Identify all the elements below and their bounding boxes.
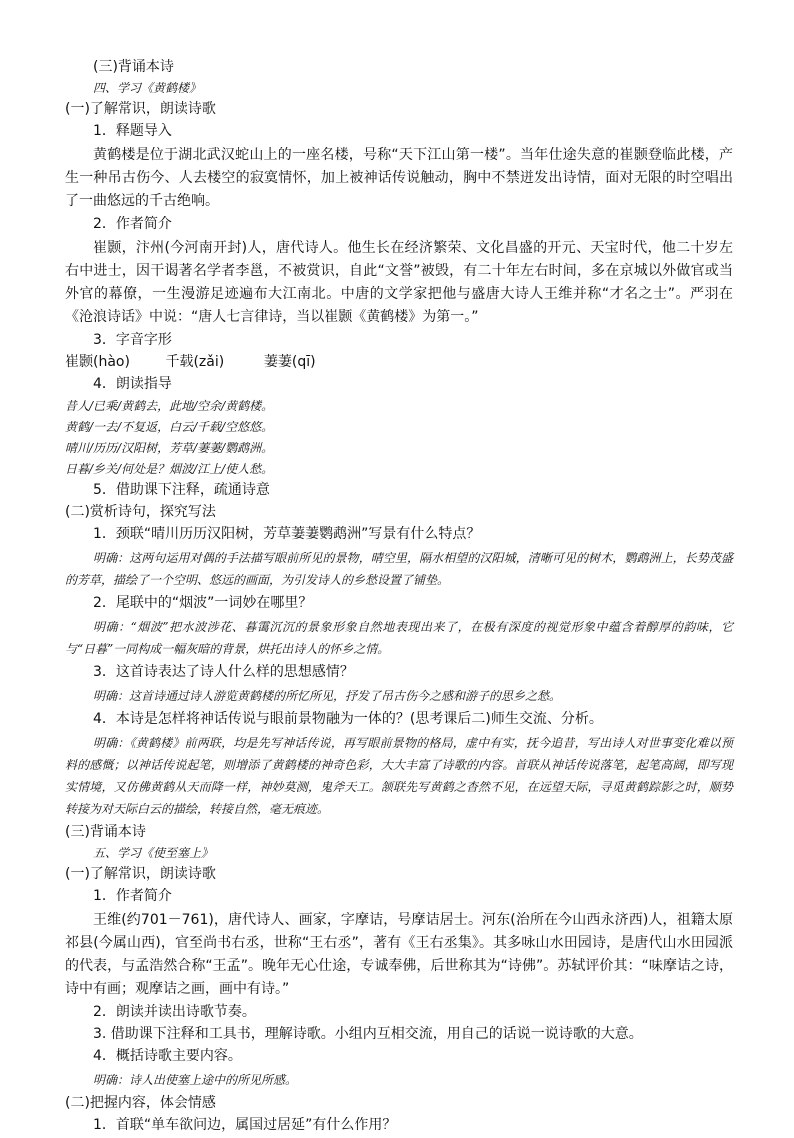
item-heading: 4．概括诗歌主要内容。 — [93, 1048, 242, 1064]
word-list — [65, 353, 733, 372]
word: 千载(zǎi) — [165, 354, 225, 370]
answer: 明确：《黄鹤楼》前两联，均是先写神话传说，再写眼前景物的格局，虚中有实，抚今追昔，写出诗人对世事变化难以预料的感慨；以神话传说起笔，则增添了黄鹤楼的神奇色彩，大大丰富了诗歌的内容。首联从神话传说落笔，起笔高阔，即写现实情境，又仿佛黄鹤从天而降一样，神妙莫测，鬼斧天工。颔联先写黄鹤之杳然不见，在远望天际，寻觅黄鹤踪影之时，顺势转接为对天际白云的描绘，转接自然，毫无痕迹。 — [65, 736, 733, 816]
paragraph: 王维(约701－761)，唐代诗人、画家，字摩诘，号摩诘居士。河东(治所在今山西永济西)人，祖籍太原祁县(今属山西)，官至尚书右丞，世称“王右丞”，著有《王右丞集》。其多咏山水田园诗，是唐代山水田园派的代表，与孟浩然合称“王孟”。晚年无心仕途，专诚奉佛，后世称其为“诗佛”。苏轼评价其：“味摩诘之诗，诗中有画；观摩诘之画，画中有诗。” — [65, 912, 733, 997]
item-heading: 3. 借助课下注释和工具书，理解诗歌。小组内互相交流，用自己的话说一说诗歌的大意。 — [93, 1026, 643, 1042]
answer: 明确：诗人出使塞上途中的所见所感。 — [93, 1073, 298, 1087]
question: 3．这首诗表达了诗人什么样的思想感情？ — [93, 664, 354, 680]
poem-line: 日暮/乡关/何处是？烟波/江上/使人愁。 — [65, 462, 274, 476]
poem-line: 晴川/历历/汉阳树，芳草/萋萋/鹦鹉洲。 — [65, 441, 274, 455]
part-heading: (一)了解常识，朗读诗歌 — [65, 101, 216, 117]
item-heading: 3．字音字形 — [93, 332, 172, 348]
word: 萋萋(qī) — [263, 354, 316, 370]
item-heading: 4．朗读指导 — [93, 376, 172, 392]
question: 4．本诗是怎样将神话传说与眼前景物融为一体的？(思考课后二)师生交流、分析。 — [93, 711, 603, 727]
lesson-title: 五、学习《使至塞上》 — [93, 846, 214, 860]
document-page — [65, 58, 733, 1138]
item-heading: 1．释题导入 — [93, 123, 172, 139]
question: 1．首联“单车欲问边，属国过居延”有什么作用？ — [93, 1117, 397, 1133]
lesson-title: 四、学习《黄鹤楼》 — [93, 81, 202, 95]
paragraph: 黄鹤楼是位于湖北武汉蛇山上的一座名楼，号称“天下江山第一楼”。当年仕途失意的崔颢登临此楼，产生一种吊古伤今、人去楼空的寂寞情怀，加上被神话传说触动，胸中不禁迸发出诗情，面对无限的时空唱出了一曲悠远的千古绝响。 — [65, 147, 733, 209]
item-heading: 5．借助课下注释，疏通诗意 — [93, 482, 270, 498]
part-heading: (二)把握内容，体会情感 — [65, 1095, 216, 1111]
answer: 明确：这首诗通过诗人游览黄鹤楼的所忆所见，抒发了吊古伤今之感和游子的思乡之愁。 — [93, 689, 562, 703]
part-heading: (三)背诵本诗 — [65, 824, 146, 840]
poem-line: 昔人/已乘/黄鹤去，此地/空余/黄鹤楼。 — [65, 399, 274, 413]
item-heading: 2．朗读并读出诗歌节奏。 — [93, 1004, 256, 1020]
word: 崔颢(hào) — [65, 354, 130, 370]
section-heading: (三)背诵本诗 — [93, 59, 174, 75]
part-heading: (二)赏析诗句，探究写法 — [65, 504, 216, 520]
item-heading: 1．作者简介 — [93, 888, 172, 904]
part-heading: (一)了解常识，朗读诗歌 — [65, 866, 216, 882]
poem-line: 黄鹤/一去/不复返，白云/千载/空悠悠。 — [65, 420, 274, 434]
answer: 明确：这两句运用对偶的手法描写眼前所见的景物，晴空里，隔水相望的汉阳城，清晰可见的树木，鹦鹉洲上，长势茂盛的芳草，描绘了一个空明、悠远的画面，为引发诗人的乡愁设置了铺垫。 — [65, 551, 733, 587]
answer: 明确：“烟波”把水波涉花、暮霭沉沉的景象形象自然地表现出来了，在极有深度的视觉形象中蕴含着醇厚的韵味，它与“日暮”一同构成一幅灰暗的背景，烘托出诗人的怀乡之情。 — [65, 620, 733, 656]
paragraph: 崔颢，汴州(今河南开封)人，唐代诗人。他生长在经济繁荣、文化昌盛的开元、天宝时代，他二十岁左右中进士，因干谒著名学者李邕，不被赏识，自此“文誉”被毁，有二十年左右时间，多在京城以外做官或当外官的幕僚，一生漫游足迹遍布大江南北。中唐的文学家把他与盛唐大诗人王维并称“才名之士”。严羽在《沧浪诗话》中说：“唐人七言律诗，当以崔颢《黄鹤楼》为第一。” — [65, 240, 733, 325]
item-heading: 2．作者简介 — [93, 216, 172, 232]
question: 1．颈联“晴川历历汉阳树，芳草萋萋鹦鹉洲”写景有什么特点？ — [93, 526, 481, 542]
question: 2．尾联中的“烟波”一词妙在哪里？ — [93, 595, 313, 611]
